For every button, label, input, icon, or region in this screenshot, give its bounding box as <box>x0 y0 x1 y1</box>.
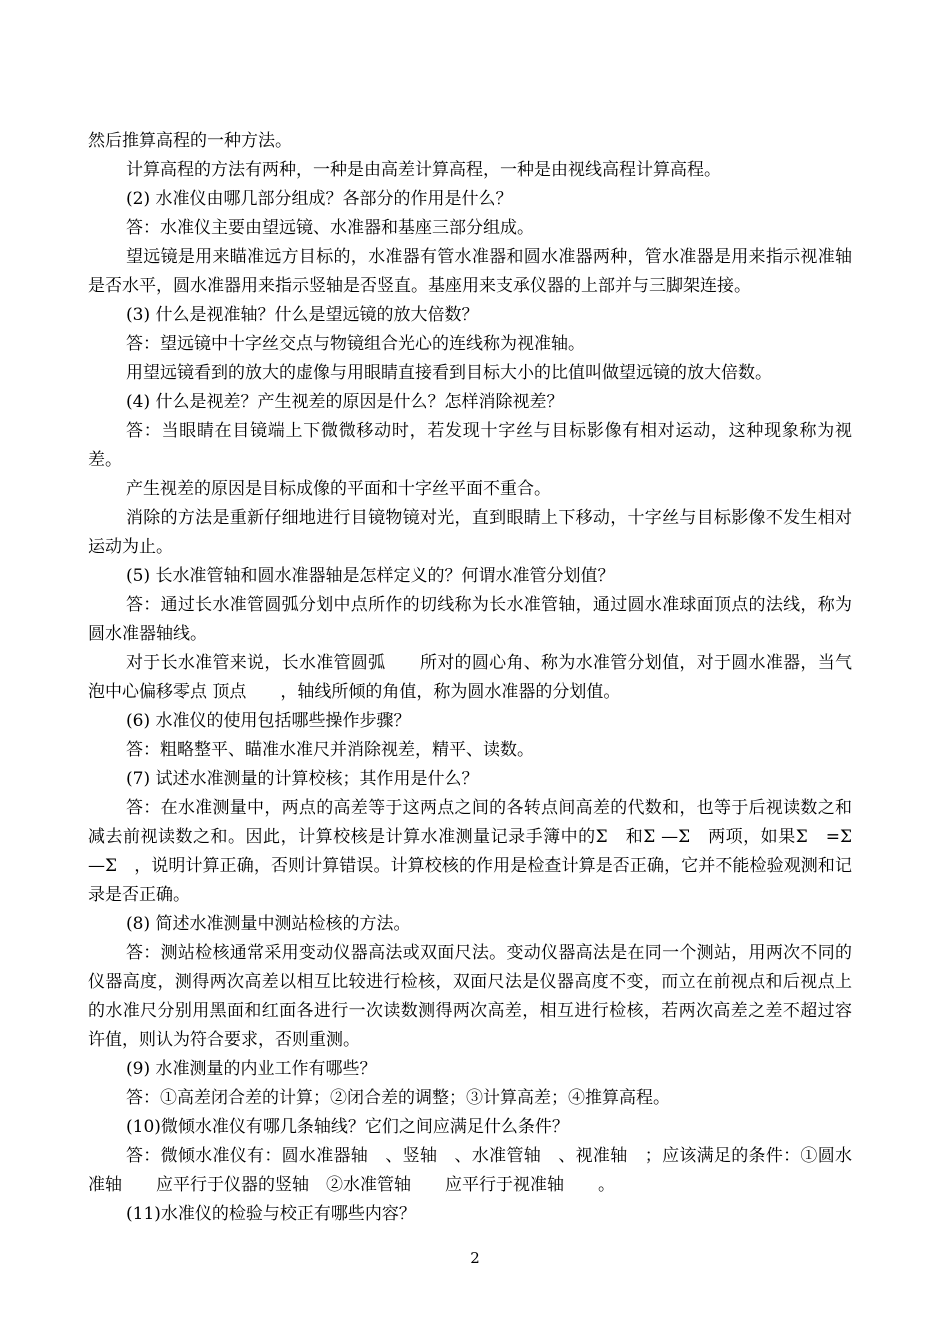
answer-paragraph: 答：①高差闭合差的计算；②闭合差的调整；③计算高差；④推算高程。 <box>126 1088 670 1108</box>
paragraph: 计算高程的方法有两种，一种是由高差计算高程，一种是由视线高程计算高程。 <box>126 160 721 180</box>
paragraph: 用望远镜看到的放大的虚像与用眼睛直接看到目标大小的比值叫做望远镜的放大倍数。 <box>126 363 772 383</box>
question-heading: (11)水准仪的检验与校正有哪些内容？ <box>126 1204 416 1224</box>
answer-paragraph: 答：水准仪主要由望远镜、水准器和基座三部分组成。 <box>126 218 534 238</box>
question-heading: (5) 长水准管轴和圆水准器轴是怎样定义的？何谓水准管分划值？ <box>126 566 615 586</box>
question-heading: (4) 什么是视差？产生视差的原因是什么？怎样消除视差？ <box>126 392 564 412</box>
answer-paragraph: 答：微倾水准仪有：圆水准器轴 、竖轴 、水准管轴 、视准轴 ；应该满足的条件：①圆水准轴 应平行于仪器的竖轴 ②水准管轴 应平行于视准轴 。 <box>88 1146 852 1195</box>
answer-paragraph: 答：当眼睛在目镜端上下微微移动时，若发现十字丝与目标影像有相对运动，这种现象称为视差。 <box>88 421 852 470</box>
answer-paragraph: 答：粗略整平、瞄准水准尺并消除视差，精平、读数。 <box>126 740 534 760</box>
answer-paragraph: 答：测站检核通常采用变动仪器高法或双面尺法。变动仪器高法是在同一个测站，用两次不同的仪器高度，测得两次高差以相互比较进行检核，双面尺法是仪器高度不变，而立在前视点和后视点上的水准尺分别用黑面和红面各进行一次读数测得两次高差，相互进行检核，若两次高差之差不超过容许值，则认为符合要求，否则重测。 <box>88 943 852 1050</box>
question-heading: (2) 水准仪由哪几部分组成？各部分的作用是什么？ <box>126 189 513 209</box>
document-body <box>88 127 852 1229</box>
paragraph: 对于长水准管来说，长水准管圆弧 所对的圆心角、称为水准管分划值，对于圆水准器，当气泡中心偏移零点 顶点 ，轴线所倾的角值，称为圆水准器的分划值。 <box>88 653 852 702</box>
answer-paragraph: 答：望远镜中十字丝交点与物镜组合光心的连线称为视准轴。 <box>126 334 585 354</box>
question-heading: (7) 试述水准测量的计算校核；其作用是什么？ <box>126 769 479 789</box>
question-heading: (10)微倾水准仪有哪几条轴线？它们之间应满足什么条件？ <box>126 1117 569 1137</box>
paragraph: 望远镜是用来瞄准远方目标的，水准器有管水准器和圆水准器两种，管水准器是用来指示视准轴是否水平，圆水准器用来指示竖轴是否竖直。基座用来支承仪器的上部并与三脚架连接。 <box>88 247 852 296</box>
paragraph: 产生视差的原因是目标成像的平面和十字丝平面不重合。 <box>126 479 551 499</box>
question-heading: (3) 什么是视准轴？什么是望远镜的放大倍数？ <box>126 305 479 325</box>
answer-paragraph: 答：在水准测量中，两点的高差等于这两点之间的各转点间高差的代数和，也等于后视读数之和减去前视读数之和。因此，计算校核是计算水准测量记录手簿中的Σ 和Σ —Σ 两项，如果Σ =Σ —Σ ，说明计算正确，否则计算错误。计算校核的作用是检查计算是否正确，它并不能检验观测和记录是否正确。 <box>88 798 852 905</box>
question-heading: (8) 简述水准测量中测站检核的方法。 <box>126 914 411 934</box>
paragraph: 然后推算高程的一种方法。 <box>88 131 292 151</box>
question-heading: (9) 水准测量的内业工作有哪些？ <box>126 1059 377 1079</box>
paragraph: 消除的方法是重新仔细地进行目镜物镜对光，直到眼睛上下移动，十字丝与目标影像不发生相对运动为止。 <box>88 508 852 557</box>
answer-paragraph: 答：通过长水准管圆弧分划中点所作的切线称为长水准管轴，通过圆水准球面顶点的法线，称为圆水准器轴线。 <box>88 595 852 644</box>
question-heading: (6) 水准仪的使用包括哪些操作步骤？ <box>126 711 411 731</box>
page-number: 2 <box>470 1249 480 1267</box>
